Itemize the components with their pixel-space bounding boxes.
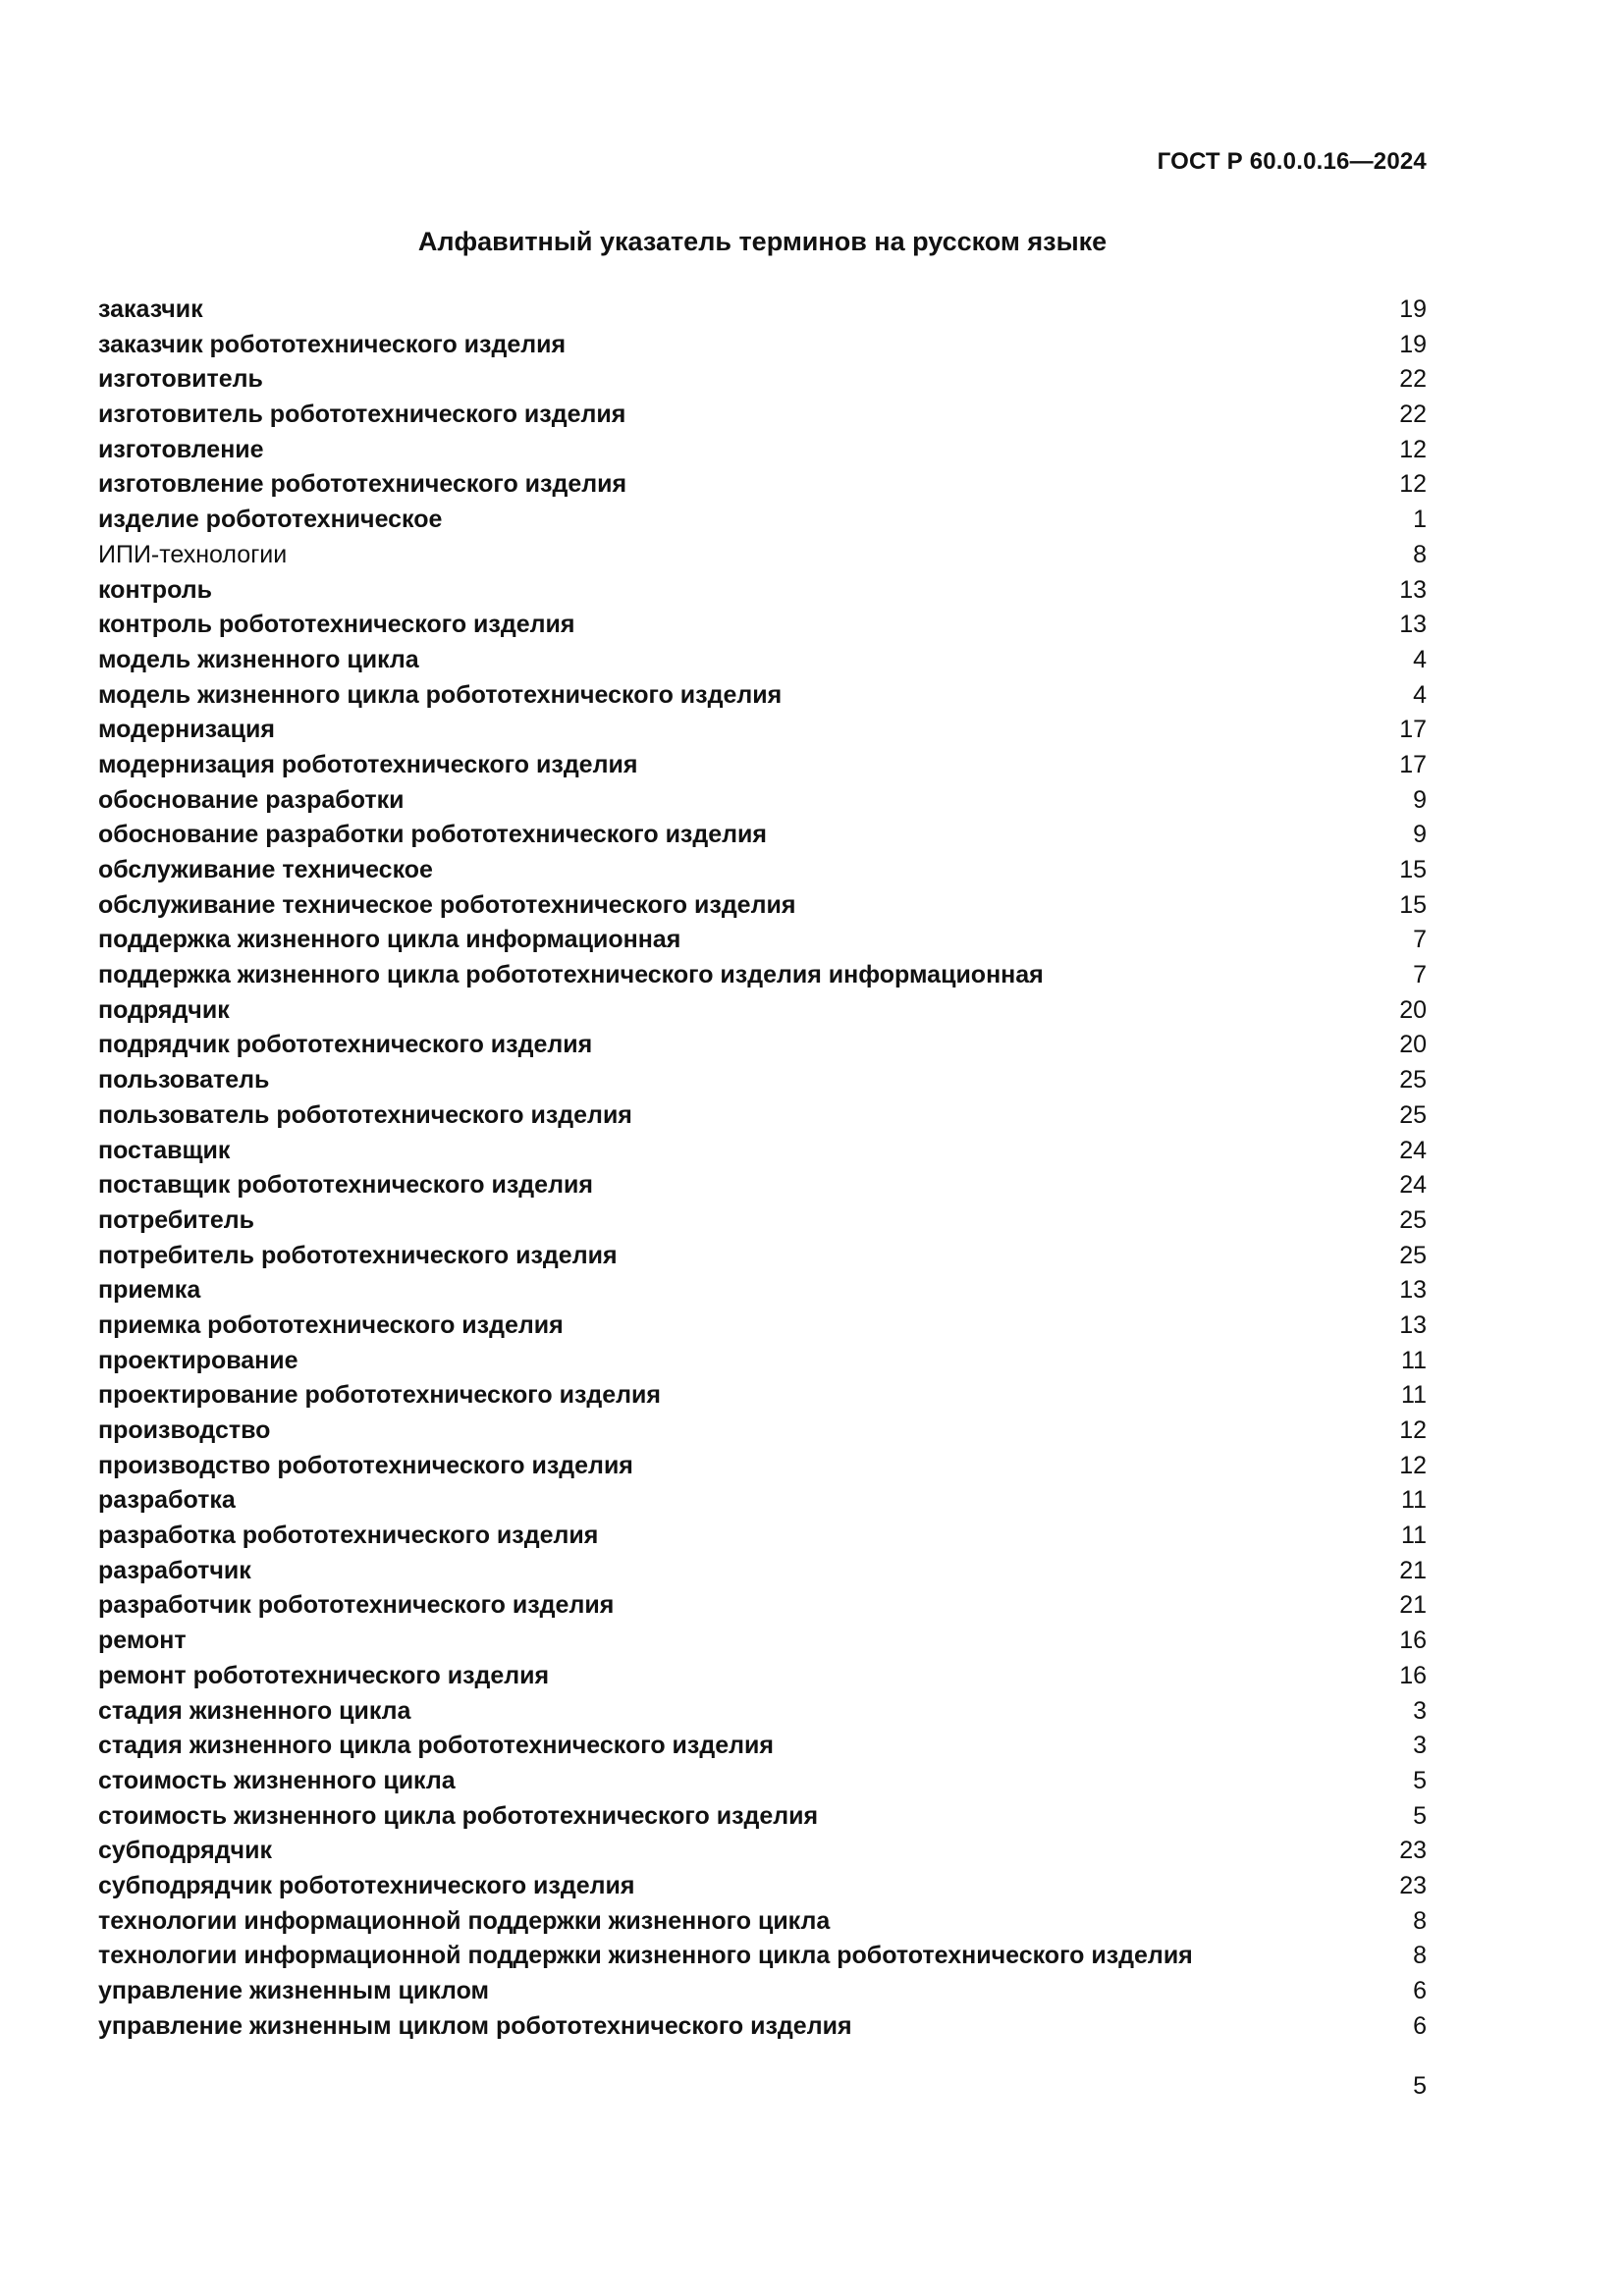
- index-entry-row: [98, 1974, 1427, 2009]
- index-entry-row: [98, 1063, 1427, 1098]
- term-label: поддержка жизненного цикла робототехнического изделия информационная: [98, 961, 1044, 989]
- term-label: изготовление: [98, 435, 264, 463]
- term-page-ref: 7: [1413, 926, 1427, 954]
- term-label: ИПИ-технологии: [98, 540, 288, 568]
- term-page-ref: 4: [1413, 680, 1427, 709]
- term-page-ref: 19: [1399, 330, 1427, 358]
- term-label: управление жизненным циклом робототехнического изделия: [98, 2011, 852, 2040]
- term-page-ref: 20: [1399, 995, 1427, 1024]
- index-entry-row: [98, 1799, 1427, 1835]
- term-label: изготовитель робототехнического изделия: [98, 400, 626, 429]
- term-page-ref: 17: [1399, 716, 1427, 744]
- term-label: субподрядчик: [98, 1837, 272, 1865]
- term-page-ref: 12: [1399, 470, 1427, 499]
- term-page-ref: 11: [1401, 1522, 1427, 1550]
- term-label: производство робототехнического изделия: [98, 1451, 633, 1479]
- term-label: технологии информационной поддержки жизненного цикла: [98, 1906, 831, 1935]
- index-entry-row: [98, 1729, 1427, 1764]
- index-entry-row: [98, 1483, 1427, 1519]
- term-page-ref: 1: [1413, 506, 1427, 534]
- term-label: модель жизненного цикла: [98, 645, 419, 673]
- term-page-ref: 19: [1399, 295, 1427, 323]
- index-entry-row: [98, 1904, 1427, 1940]
- index-entry-row: [98, 748, 1427, 783]
- index-entry-row: [98, 1344, 1427, 1379]
- page-title: Алфавитный указатель терминов на русском языке: [417, 227, 1108, 256]
- index-entry-row: [98, 1624, 1427, 1659]
- term-page-ref: 13: [1399, 575, 1427, 604]
- index-entry-row: [98, 993, 1427, 1029]
- term-page-ref: 7: [1413, 961, 1427, 989]
- term-page-ref: 24: [1399, 1136, 1427, 1164]
- term-page-ref: 8: [1413, 1906, 1427, 1935]
- term-page-ref: 20: [1399, 1031, 1427, 1059]
- index-entry-row: [98, 1834, 1427, 1869]
- index-entry-row: [98, 783, 1427, 819]
- index-entry-row: [98, 503, 1427, 538]
- term-label: модель жизненного цикла робототехнического изделия: [98, 680, 783, 709]
- index-entry-row: [98, 362, 1427, 398]
- term-page-ref: 13: [1399, 611, 1427, 639]
- term-label: приемка: [98, 1276, 201, 1305]
- term-page-ref: 12: [1399, 1451, 1427, 1479]
- term-page-ref: 12: [1399, 1416, 1427, 1444]
- term-label: разработчик робототехнического изделия: [98, 1591, 615, 1620]
- term-label: производство: [98, 1416, 271, 1444]
- term-page-ref: 16: [1399, 1661, 1427, 1689]
- index-entry-row: [98, 1203, 1427, 1239]
- term-page-ref: 15: [1399, 890, 1427, 919]
- term-label: изготовитель: [98, 365, 263, 394]
- term-label: контроль: [98, 575, 212, 604]
- term-page-ref: 23: [1399, 1837, 1427, 1865]
- index-entry-row: [98, 1554, 1427, 1589]
- term-label: стадия жизненного цикла: [98, 1696, 411, 1725]
- term-label: модернизация робототехнического изделия: [98, 750, 638, 778]
- term-label: потребитель: [98, 1205, 255, 1234]
- index-entry-row: [98, 643, 1427, 678]
- index-entry-row: [98, 2009, 1427, 2045]
- term-label: пользователь: [98, 1066, 270, 1095]
- term-label: заказчик: [98, 295, 203, 323]
- index-entry-row: [98, 818, 1427, 853]
- term-page-ref: 8: [1413, 1942, 1427, 1970]
- term-page-ref: 9: [1413, 785, 1427, 814]
- index-entry-row: [98, 467, 1427, 503]
- index-entry-row: [98, 1168, 1427, 1203]
- term-page-ref: 22: [1399, 400, 1427, 429]
- index-entry-row: [98, 923, 1427, 958]
- term-page-ref: 6: [1413, 1977, 1427, 2004]
- index-entry-row: [98, 1449, 1427, 1484]
- term-label: проектирование робототехнического изделия: [98, 1381, 662, 1410]
- term-page-ref: 9: [1413, 821, 1427, 849]
- term-label: потребитель робототехнического изделия: [98, 1241, 618, 1269]
- term-page-ref: 5: [1413, 1766, 1427, 1794]
- term-page-ref: 11: [1401, 1486, 1427, 1515]
- term-page-ref: 17: [1399, 750, 1427, 778]
- term-label: изготовление робототехнического изделия: [98, 470, 627, 499]
- term-label: поддержка жизненного цикла информационная: [98, 926, 681, 954]
- term-label: разработка робототехнического изделия: [98, 1522, 599, 1550]
- index-entry-row: [98, 573, 1427, 609]
- term-page-ref: 21: [1399, 1556, 1427, 1584]
- term-page-ref: 25: [1399, 1100, 1427, 1129]
- term-label: поставщик: [98, 1136, 231, 1164]
- index-entry-row: [98, 678, 1427, 714]
- standard-code-header: ГОСТ Р 60.0.0.16—2024: [1157, 148, 1427, 175]
- term-label: поставщик робототехнического изделия: [98, 1171, 593, 1200]
- index-entry-row: [98, 538, 1427, 573]
- index-entry-row: [98, 608, 1427, 643]
- term-label: изделие робототехническое: [98, 506, 443, 534]
- index-entry-row: [98, 1659, 1427, 1694]
- term-label: проектирование: [98, 1346, 298, 1374]
- term-page-ref: 6: [1413, 2011, 1427, 2040]
- index-entry-row: [98, 1098, 1427, 1134]
- term-label: стоимость жизненного цикла: [98, 1766, 456, 1794]
- term-label: стадия жизненного цикла робототехнического изделия: [98, 1732, 774, 1760]
- index-entry-row: [98, 1869, 1427, 1904]
- term-label: управление жизненным циклом: [98, 1977, 490, 2004]
- index-entry-row: [98, 1028, 1427, 1063]
- term-page-ref: 25: [1399, 1066, 1427, 1095]
- index-entry-row: [98, 1764, 1427, 1799]
- term-page-ref: 24: [1399, 1171, 1427, 1200]
- term-label: контроль робототехнического изделия: [98, 611, 575, 639]
- term-page-ref: 25: [1399, 1205, 1427, 1234]
- term-page-ref: 15: [1399, 856, 1427, 883]
- term-page-ref: 3: [1413, 1732, 1427, 1760]
- index-entry-row: [98, 1694, 1427, 1730]
- term-label: ремонт робототехнического изделия: [98, 1661, 550, 1689]
- term-label: обоснование разработки: [98, 785, 405, 814]
- term-page-ref: 13: [1399, 1276, 1427, 1305]
- term-page-ref: 5: [1413, 1801, 1427, 1830]
- term-page-ref: 22: [1399, 365, 1427, 394]
- term-page-ref: 8: [1413, 540, 1427, 568]
- index-entry-row: [98, 853, 1427, 888]
- terms-index-list: [98, 293, 1427, 2044]
- term-label: разработка: [98, 1486, 236, 1515]
- term-label: пользователь робототехнического изделия: [98, 1100, 632, 1129]
- term-label: модернизация: [98, 716, 275, 744]
- term-page-ref: 21: [1399, 1591, 1427, 1620]
- term-label: технологии информационной поддержки жизненного цикла робототехнического изделия: [98, 1942, 1193, 1970]
- index-entry-row: [98, 713, 1427, 748]
- page-number: 5: [1413, 2072, 1427, 2101]
- index-entry-row: [98, 958, 1427, 993]
- term-label: заказчик робототехнического изделия: [98, 330, 567, 358]
- term-page-ref: 23: [1399, 1871, 1427, 1899]
- term-label: подрядчик робототехнического изделия: [98, 1031, 593, 1059]
- term-page-ref: 16: [1399, 1627, 1427, 1655]
- index-entry-row: [98, 398, 1427, 433]
- term-page-ref: 13: [1399, 1310, 1427, 1339]
- term-label: разработчик: [98, 1556, 251, 1584]
- term-label: стоимость жизненного цикла робототехнического изделия: [98, 1801, 819, 1830]
- term-label: приемка робототехнического изделия: [98, 1310, 564, 1339]
- index-entry-row: [98, 293, 1427, 328]
- term-label: ремонт: [98, 1627, 187, 1655]
- term-label: обслуживание техническое робототехнического изделия: [98, 890, 796, 919]
- term-page-ref: 11: [1401, 1346, 1427, 1374]
- term-page-ref: 12: [1399, 435, 1427, 463]
- index-entry-row: [98, 1308, 1427, 1344]
- index-entry-row: [98, 1414, 1427, 1449]
- index-entry-row: [98, 328, 1427, 363]
- term-label: обоснование разработки робототехнического изделия: [98, 821, 767, 849]
- index-entry-row: [98, 888, 1427, 924]
- term-label: подрядчик: [98, 995, 230, 1024]
- index-entry-row: [98, 433, 1427, 468]
- index-entry-row: [98, 1273, 1427, 1308]
- index-entry-row: [98, 1588, 1427, 1624]
- index-entry-row: [98, 1239, 1427, 1274]
- index-entry-row: [98, 1378, 1427, 1414]
- term-page-ref: 25: [1399, 1241, 1427, 1269]
- index-entry-row: [98, 1519, 1427, 1554]
- term-label: обслуживание техническое: [98, 856, 433, 883]
- term-page-ref: 11: [1401, 1381, 1427, 1410]
- term-label: субподрядчик робототехнического изделия: [98, 1871, 635, 1899]
- term-page-ref: 3: [1413, 1696, 1427, 1725]
- index-entry-row: [98, 1134, 1427, 1169]
- term-page-ref: 4: [1413, 645, 1427, 673]
- index-entry-row: [98, 1939, 1427, 1974]
